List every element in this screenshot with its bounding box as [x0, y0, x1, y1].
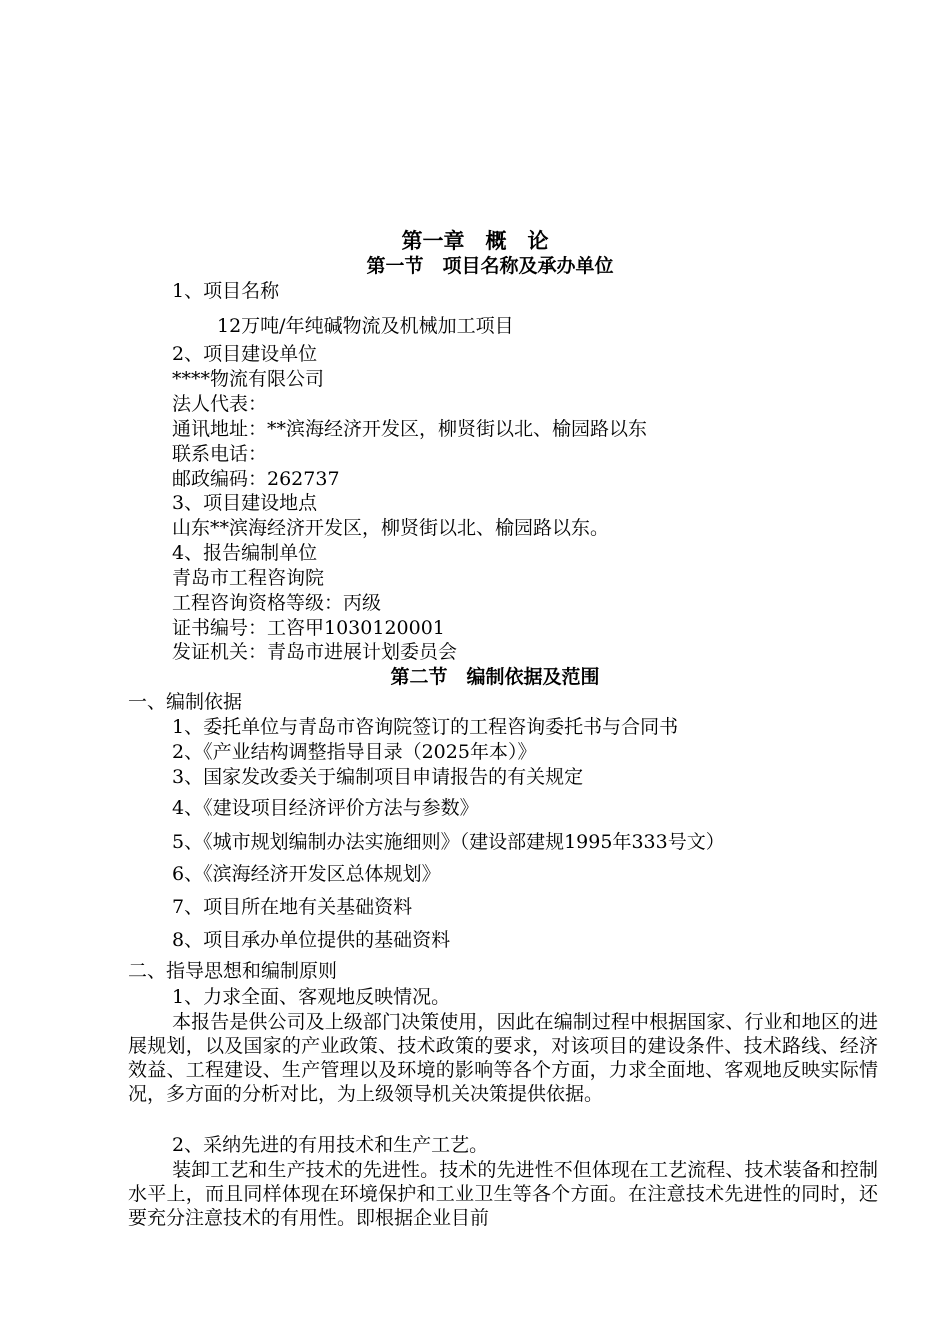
- item-label: 2、项目建设单位: [172, 343, 318, 365]
- basis-item: 8、项目承办单位提供的基础资料: [172, 929, 451, 951]
- basis-item: 6、《滨海经济开发区总体规划》: [172, 863, 441, 885]
- principle-title: 2、采纳先进的有用技术和生产工艺。: [172, 1134, 489, 1156]
- company-name: ****物流有限公司: [172, 368, 325, 390]
- basis-item: 5、《城市规划编制办法实施细则》（建设部建规1995年333号文）: [172, 831, 725, 853]
- project-location: 山东**滨海经济开发区，柳贤街以北、榆园路以东。: [172, 517, 610, 539]
- item-label: 4、报告编制单位: [172, 542, 318, 564]
- part-heading: 一、编制依据: [128, 691, 243, 713]
- basis-item: 4、《建设项目经济评价方法与参数》: [172, 797, 479, 819]
- legal-representative: 法人代表：: [172, 393, 268, 415]
- contact-phone: 联系电话：: [172, 443, 268, 465]
- section-title: 第二节 编制依据及范围: [390, 666, 600, 688]
- principle-paragraph: 本报告是供公司及上级部门决策使用，因此在编制过程中根据国家、行业和地区的进展规划，以及国家的产业政策、技术政策的要求，对该项目的建设条件、技术路线、经济效益、工程建设、生产管理以及环境的影响等各个方面，力求全面地、客观地反映实际情况，多方面的分析对比，为上级领导机关决策提供依据。: [128, 1011, 878, 1105]
- qualification-grade: 工程咨询资格等级：丙级: [172, 592, 382, 614]
- item-label: 1、项目名称: [172, 280, 280, 302]
- principle-title: 1、力求全面、客观地反映情况。: [172, 986, 451, 1008]
- issuing-authority: 发证机关：青岛市进展计划委员会: [172, 641, 458, 663]
- report-preparer: 青岛市工程咨询院: [172, 567, 325, 589]
- basis-item: 2、《产业结构调整指导目录（2025年本）》: [172, 741, 537, 763]
- chapter-title: 第一章 概 论: [401, 228, 549, 253]
- basis-item: 3、国家发改委关于编制项目申请报告的有关规定: [172, 766, 584, 788]
- mailing-address: 通讯地址：**滨海经济开发区，柳贤街以北、榆园路以东: [172, 418, 648, 440]
- principle-paragraph: 装卸工艺和生产技术的先进性。技术的先进性不但体现在工艺流程、技术装备和控制水平上，而且同样体现在环境保护和工业卫生等各个方面。在注意技术先进性的同时，还要充分注意技术的有用性。即根据企业目前: [128, 1159, 878, 1229]
- item-label: 3、项目建设地点: [172, 492, 318, 514]
- section-title: 第一节 项目名称及承办单位: [366, 255, 614, 277]
- postcode: 邮政编码：262737: [172, 468, 340, 490]
- project-name: 12万吨/年纯碱物流及机械加工项目: [217, 315, 514, 337]
- certificate-number: 证书编号：工咨甲1030120001: [172, 617, 445, 639]
- basis-item: 1、委托单位与青岛市咨询院签订的工程咨询委托书与合同书: [172, 716, 679, 738]
- part-heading: 二、指导思想和编制原则: [128, 960, 338, 982]
- basis-item: 7、项目所在地有关基础资料: [172, 896, 413, 918]
